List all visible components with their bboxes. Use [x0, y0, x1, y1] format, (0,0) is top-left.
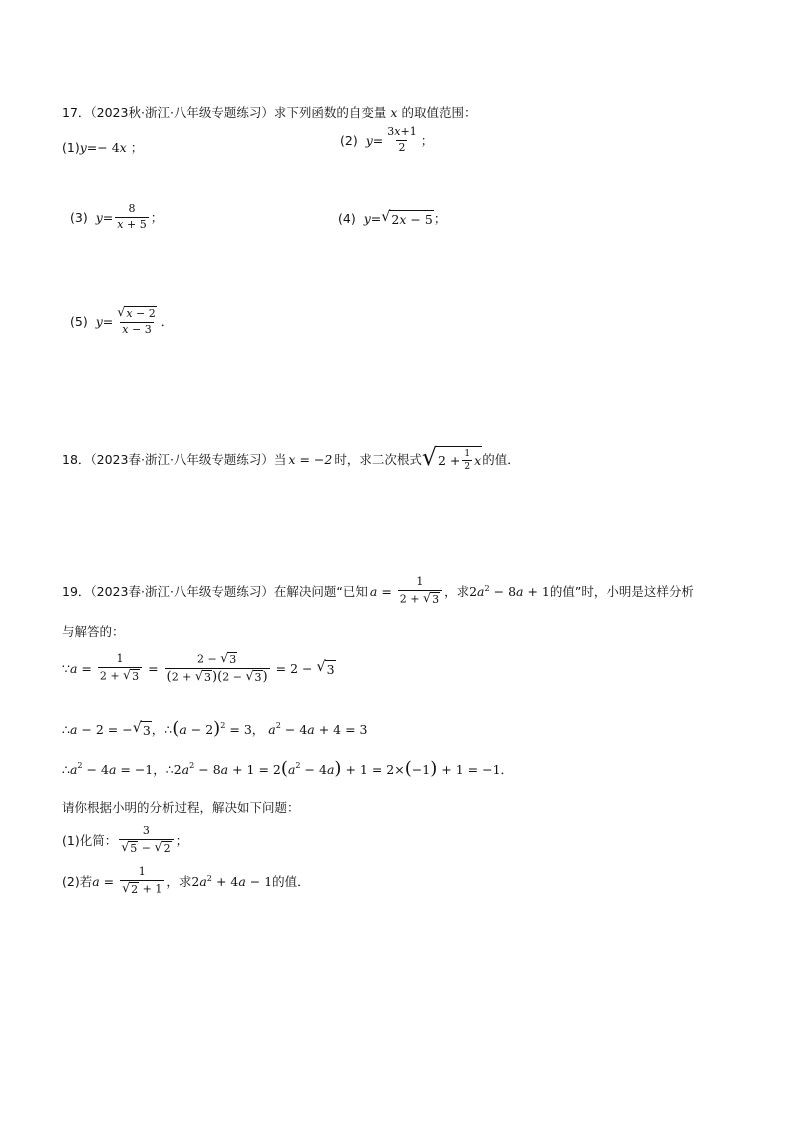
q17-part5: (5) y = √ x − 2 x − 3 ． — [70, 304, 174, 336]
q19-sub1-label: (1)化简： — [62, 833, 118, 849]
q19-a-fraction: 1 2 + √ 3 — [398, 576, 442, 606]
q17-p3-fraction: $\frac{8}{x + 5}$ — [117, 202, 147, 231]
q18-line — [62, 443, 520, 473]
q17-p1-semicolon: ； — [130, 140, 144, 155]
q18-sqrt: √ 2 + $\frac{1}{2}$ x — [421, 443, 482, 473]
q17-header — [62, 103, 477, 121]
q19-instruction-text: 请你根据小明的分析过程，解决如下问题： — [62, 800, 300, 815]
q17-p5-period: ． — [160, 314, 174, 330]
q19-sub2-fraction: 1 √ 2 + 1 — [122, 865, 163, 896]
q17-p1-label: (1) — [62, 139, 80, 155]
q17-p3-semicolon: ； — [150, 210, 164, 226]
q19-sub2-label: (2)若 — [62, 874, 93, 890]
q17-part4: (4) y = √ 2x − 5 ； — [338, 208, 447, 227]
q17-p2-fraction: $\frac{3x+1}{2}$ — [387, 125, 417, 154]
q17-p4-sqrt: √ 2x − 5 — [381, 208, 433, 227]
q17-header-end: 的取值范围： — [401, 105, 477, 120]
q17-p2-label: (2) — [340, 132, 358, 148]
q19-mid2: 的值”时，小明是这样分析 — [549, 584, 694, 600]
q18-end: 的值． — [482, 452, 520, 468]
q17-header-text: 17．（2023秋·浙江·八年级专题练习）求下列函数的自变量 — [62, 105, 387, 120]
q19-sub1 — [62, 825, 188, 855]
q18-mid: 时，求二次根式 — [334, 452, 422, 468]
q19-step1: ∵ a = 1 2 + √ 3 = 2 − √ 3 (2 + √ 3 )(2 − √ 3 ) = 2 − √ 3 — [62, 650, 335, 684]
q18-header: 18．（2023春·浙江·八年级专题练习）当 — [62, 452, 287, 468]
q19-header: 19．（2023春·浙江·八年级专题练习）在解决问题“已知 — [62, 584, 368, 600]
q19-line2 — [62, 622, 125, 640]
q19-mid: ，求 — [444, 584, 470, 600]
q17-p3-label: (3) — [70, 209, 88, 225]
q17-p5-fraction: √ x − 2 x − 3 — [117, 304, 156, 336]
q19-sub1-fraction: 3 √ 5 − √ 2 — [119, 825, 173, 855]
q19-instruction — [62, 798, 300, 816]
q17-p4-semicolon: ； — [433, 211, 447, 226]
q19-sub2: (2)若 a = 1 √ 2 + 1 ，求 $2a^2 + 4a - 1$ 的值． — [62, 865, 310, 896]
q19-step3: ∴ a $^2$ − 4 a = −1 ，∴ 2 a $^2$ − 8 a + 1 = 2 ( a $^2$ − 4 a ) + 1 = 2× ( −1 ) + 1 = −1 ． — [62, 758, 514, 779]
q19-step2: ∴ a − 2 = − √ 3 ，∴ ( a − 2 ) $^2$ = 3 ， a $^2$ − 4 a + 4 = 3 — [62, 718, 368, 739]
q17-p4-label: (4) — [338, 210, 356, 226]
q19-sub2-end: 的值． — [272, 874, 310, 890]
q17-part2: (2) y = $\frac{3x+1}{2}$ ； — [340, 125, 434, 154]
q18-condition: x = −2 — [288, 451, 333, 467]
q17-var-x: x — [390, 104, 398, 120]
q17-part3: (3) y = $\frac{8}{x + 5}$ ； — [70, 202, 164, 231]
q19-header-line: 19．（2023春·浙江·八年级专题练习）在解决问题“已知 a = 1 2 + √ 3 ，求 $2a^2 - 8a + 1$ 的值”时，小明是这样分析 — [62, 575, 694, 606]
q17-p5-label: (5) — [70, 313, 88, 329]
q19-sub2-mid: ，求 — [166, 874, 192, 890]
q17-part1: (1) y =− 4 x ； — [62, 139, 144, 155]
q17-p2-semicolon: ； — [420, 133, 434, 149]
q19-line2-text: 与解答的： — [62, 624, 125, 639]
q19-sub1-semicolon: ； — [175, 833, 189, 849]
